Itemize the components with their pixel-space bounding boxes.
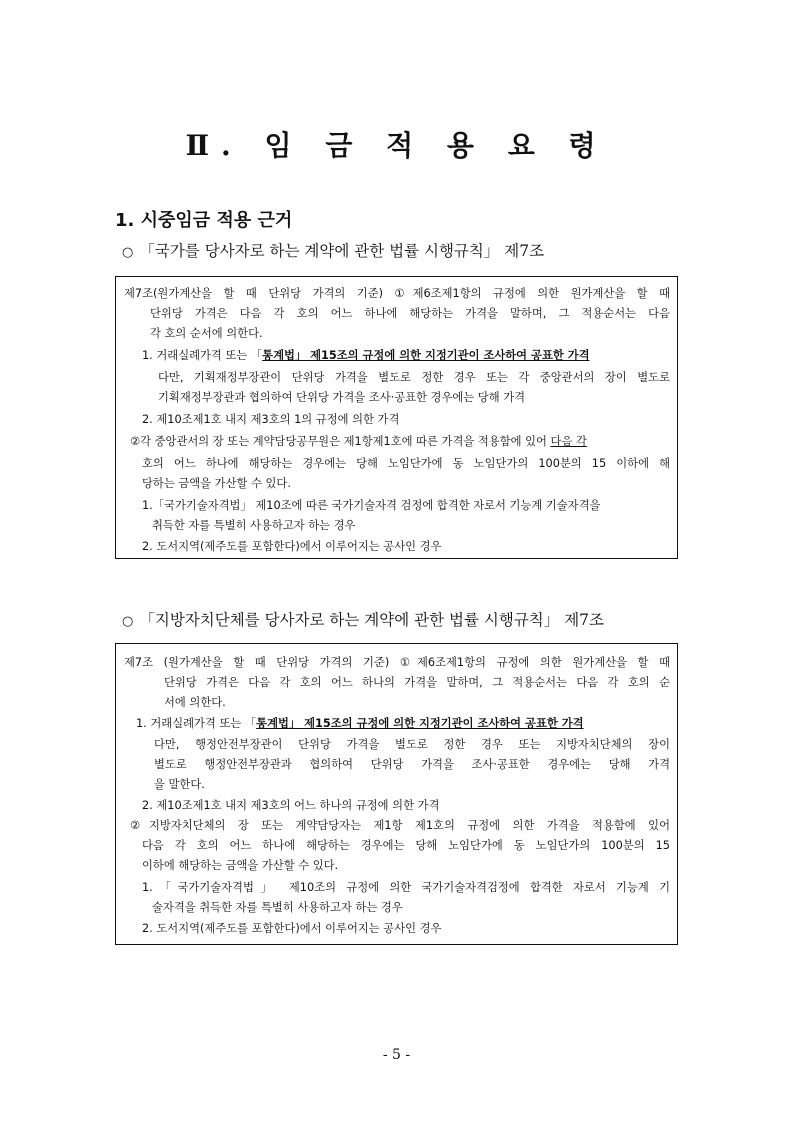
section-heading: 1. 시중임금 적용 근거 xyxy=(115,210,293,231)
law2-line: 2. 도서지역(제주도를 포함한다)에서 이루어지는 공사인 경우 xyxy=(142,922,442,935)
law2-title: 「지방자치단체를 당사자로 하는 계약에 관한 법률 시행규칙」 xyxy=(139,611,560,629)
law1-line: 각 호의 순서에 의한다. xyxy=(150,327,263,340)
law2-text-box xyxy=(115,643,678,945)
law1-line: 다만, 기획재정부장관이 단위당 가격을 별도로 정한 경우 또는 각 중앙관서의 장이 별도로 xyxy=(158,371,670,384)
law1-heading xyxy=(122,239,544,261)
law1-line: 1.「국가기술자격법」 제10조에 따른 국가기술자격 검정에 합격한 자로서 기능계 기술자격을 xyxy=(142,499,601,512)
law1-line: 제7조(원가계산을 할 때 단위당 가격의 기준) ①제6조제1항의 규정에 의한 원가계산을 할 때 xyxy=(124,287,670,300)
law2-line: 이하에 해당하는 금액을 가산할 수 있다. xyxy=(142,859,339,872)
law1-line: 단위당 가격은 다음 각 호의 어느 하나에 해당하는 가격을 말하며, 그 적용순서는 다음 xyxy=(150,307,670,320)
law2-line: ②지방자치단체의 장 또는 계약담당자는 제1항 제1호의 규정에 의한 가격을 적용함에 있어 xyxy=(130,819,670,832)
law1-line: 당하는 금액을 가산할 수 있다. xyxy=(142,477,291,490)
law1-line: 호의 어느 하나에 해당하는 경우에는 당해 노임단가에 동 노임단가의 100분의 15 이하에 해 xyxy=(142,457,670,470)
law2-highlight: 통계법」 제15조의 규정에 의한 지정기관이 조사하여 공표한 가격 xyxy=(256,717,584,730)
page-number: - 5 - xyxy=(382,1047,411,1063)
law1-item xyxy=(142,349,590,363)
law2-line: 1. 거래실례가격 또는 「 xyxy=(136,717,257,730)
circle-bullet-icon: ○ xyxy=(122,245,134,260)
law2-line: 단위당 가격은 다음 각 호의 어느 하나의 가격을 말하며, 그 적용순서는 다음 각 호의 순 xyxy=(164,676,670,689)
law2-heading xyxy=(122,608,604,630)
law2-item xyxy=(136,717,584,731)
law1-line: 취득한 자를 특별히 사용하고자 하는 경우 xyxy=(152,519,356,532)
law1-title: 「국가를 당사자로 하는 계약에 관한 법률 시행규칙」 xyxy=(139,242,500,260)
law2-title-suffix: 제7조 xyxy=(559,611,605,629)
law1-title-suffix: 제7조 xyxy=(499,242,545,260)
law1-line: 기획재정부장관과 협의하여 단위당 가격을 조사·공표한 경우에는 당해 가격 xyxy=(158,391,526,404)
law2-line: 다만, 행정안전부장관이 단위당 가격을 별도로 정한 경우 또는 지방자치단체의 장이 xyxy=(154,738,670,751)
circle-bullet-icon: ○ xyxy=(122,614,134,629)
law2-line: 1.「국가기술자격법」 제10조의 규정에 의한 국가기술자격검정에 합격한 자로서 기능계 기 xyxy=(142,881,670,894)
law1-item xyxy=(130,435,587,449)
law1-highlight: 통계법」 제15조의 규정에 의한 지정기관이 조사하여 공표한 가격 xyxy=(262,349,590,362)
law2-line: 제7조 (원가계산을 할 때 단위당 가격의 기준) ①제6조제1항의 규정에 의한 원가계산을 할 때 xyxy=(124,656,670,669)
law1-line: 2. 제10조제1호 내지 제3호의 1의 규정에 의한 가격 xyxy=(142,413,400,426)
law1-line: 2. 도서지역(제주도를 포함한다)에서 이루어지는 공사인 경우 xyxy=(142,540,442,553)
law2-line: 다음 각 호의 어느 하나에 해당하는 경우에는 당해 노임단가에 동 노임단가의 100분의 15 xyxy=(142,839,670,852)
law1-line: ②각 중앙관서의 장 또는 계약담당공무원은 제1항제1호에 따른 가격을 적용함에 있어 xyxy=(130,435,551,448)
law2-line: 2. 제10조제1호 내지 제3호의 어느 하나의 규정에 의한 가격 xyxy=(142,799,440,812)
law1-text-box xyxy=(115,276,678,559)
page-title: Ⅱ. 임 금 적 용 요 령 xyxy=(185,129,608,162)
law1-underlined: 다음 각 xyxy=(550,435,587,448)
law2-line: 서에 의한다. xyxy=(164,696,226,709)
law2-line: 술자격을 취득한 자를 특별히 사용하고자 하는 경우 xyxy=(152,901,403,914)
law1-line: 1. 거래실례가격 또는 「 xyxy=(142,349,263,362)
law2-line: 을 말한다. xyxy=(154,778,205,791)
law2-line: 별도로 행정안전부장관과 협의하여 단위당 가격을 조사·공표한 경우에는 당해 가격 xyxy=(154,758,670,771)
